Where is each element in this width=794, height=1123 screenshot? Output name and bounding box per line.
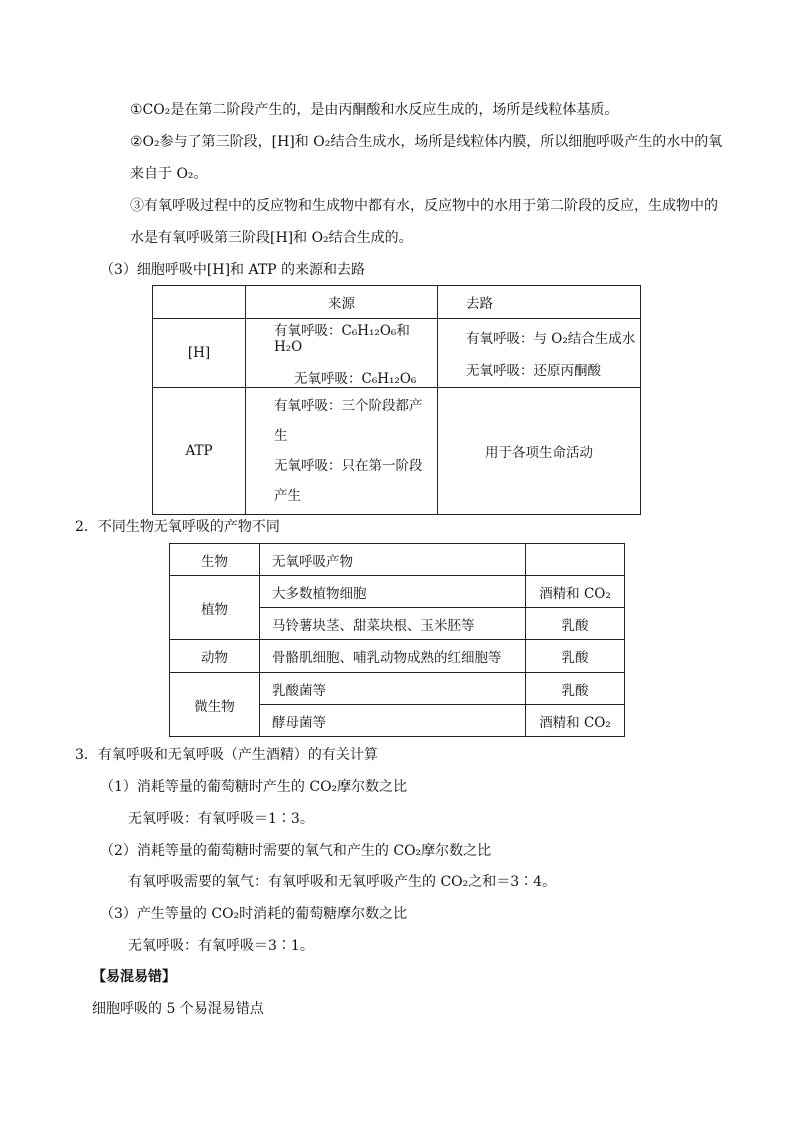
table-header-cell [153, 286, 246, 319]
table-header-row [153, 286, 641, 319]
table-row [170, 640, 625, 673]
group-label: 植物 [170, 576, 260, 640]
answer-2: 有氧呼吸需要的氧气：有氧呼吸和无氧呼吸产生的 CO₂之和＝3∶4。 [128, 874, 557, 890]
atp-source-line: 产生 [274, 488, 301, 504]
organism-desc: 骨骼肌细胞、哺乳动物成熟的红细胞等 [260, 640, 526, 673]
section-2-title: 2．不同生物无氧呼吸的产物不同 [75, 519, 280, 535]
answer-1: 无氧呼吸：有氧呼吸＝1∶3。 [128, 811, 314, 827]
atp-source-line: 生 [274, 428, 288, 444]
question-2: （2）消耗等量的葡萄糖时需要的氧气和产生的 CO₂摩尔数之比 [100, 843, 492, 859]
question-1: （1）消耗等量的葡萄糖时产生的 CO₂摩尔数之比 [100, 779, 408, 795]
row-label: ATP [153, 388, 246, 515]
h-source-anaerobic: 无氧呼吸：C₆H₁₂O₆ [294, 371, 417, 387]
h-source-aerobic: 有氧呼吸：C₆H₁₂O₆和 H₂O [274, 323, 410, 355]
h-dest-cell [438, 319, 641, 388]
paragraph-o2-cont: 来自于 O₂。 [130, 166, 208, 182]
h-atp-table [152, 285, 641, 515]
row-label: [H] [153, 319, 246, 388]
atp-dest-cell: 用于各项生命活动 [438, 388, 641, 515]
mistakes-intro: 细胞呼吸的 5 个易混易错点 [92, 1001, 264, 1017]
atp-source-line: 无氧呼吸：只在第一阶段 [274, 458, 423, 474]
mistakes-heading: 【易混易错】 [92, 969, 176, 985]
table-row [170, 673, 625, 705]
paragraph-co2: ①CO₂是在第二阶段产生的，是由丙酮酸和水反应生成的，场所是线粒体基质。 [130, 102, 619, 118]
table-header-cell [526, 544, 625, 576]
organism-desc: 乳酸菌等 [260, 673, 526, 705]
table-header-cell: 去路 [438, 286, 641, 319]
table-row [170, 576, 625, 608]
h-dest-aerobic: 有氧呼吸：与 O₂结合生成水 [466, 331, 636, 347]
section-3-title: 3．有氧呼吸和无氧呼吸（产生酒精）的有关计算 [75, 747, 378, 763]
organism-desc: 大多数植物细胞 [260, 576, 526, 608]
h-source-cell [246, 319, 438, 388]
group-label: 微生物 [170, 673, 260, 737]
answer-3: 无氧呼吸：有氧呼吸＝3∶1。 [128, 938, 314, 954]
product: 酒精和 CO₂ [526, 705, 625, 737]
table-header-cell: 生物 [170, 544, 260, 576]
organism-desc: 马铃薯块茎、甜菜块根、玉米胚等 [260, 608, 526, 640]
product: 酒精和 CO₂ [526, 576, 625, 608]
question-3: （3）产生等量的 CO₂时消耗的葡萄糖摩尔数之比 [100, 906, 408, 922]
paragraph-water-cont: 水是有氧呼吸第三阶段[H]和 O₂结合生成的。 [130, 230, 413, 246]
subsection-title-h-atp: （3）细胞呼吸中[H]和 ATP 的来源和去路 [100, 262, 366, 278]
paragraph-o2: ②O₂参与了第三阶段，[H]和 O₂结合生成水，场所是线粒体内膜，所以细胞呼吸产生的水中的氧 [130, 134, 723, 150]
product: 乳酸 [526, 640, 625, 673]
product: 乳酸 [526, 673, 625, 705]
table-row [153, 388, 641, 515]
table-header-row [170, 544, 625, 576]
group-label: 动物 [170, 640, 260, 673]
table-header-cell: 来源 [246, 286, 438, 319]
h-dest-anaerobic: 无氧呼吸：还原丙酮酸 [466, 363, 601, 379]
atp-source-cell [246, 388, 438, 515]
product: 乳酸 [526, 608, 625, 640]
paragraph-water: ③有氧呼吸过程中的反应物和生成物中都有水，反应物中的水用于第二阶段的反应，生成物中的 [130, 198, 718, 214]
atp-source-line: 有氧呼吸：三个阶段都产 [274, 398, 423, 414]
table-row [153, 319, 641, 388]
table-header-cell: 无氧呼吸产物 [260, 544, 526, 576]
organism-desc: 酵母菌等 [260, 705, 526, 737]
anaerobic-products-table [169, 543, 625, 737]
